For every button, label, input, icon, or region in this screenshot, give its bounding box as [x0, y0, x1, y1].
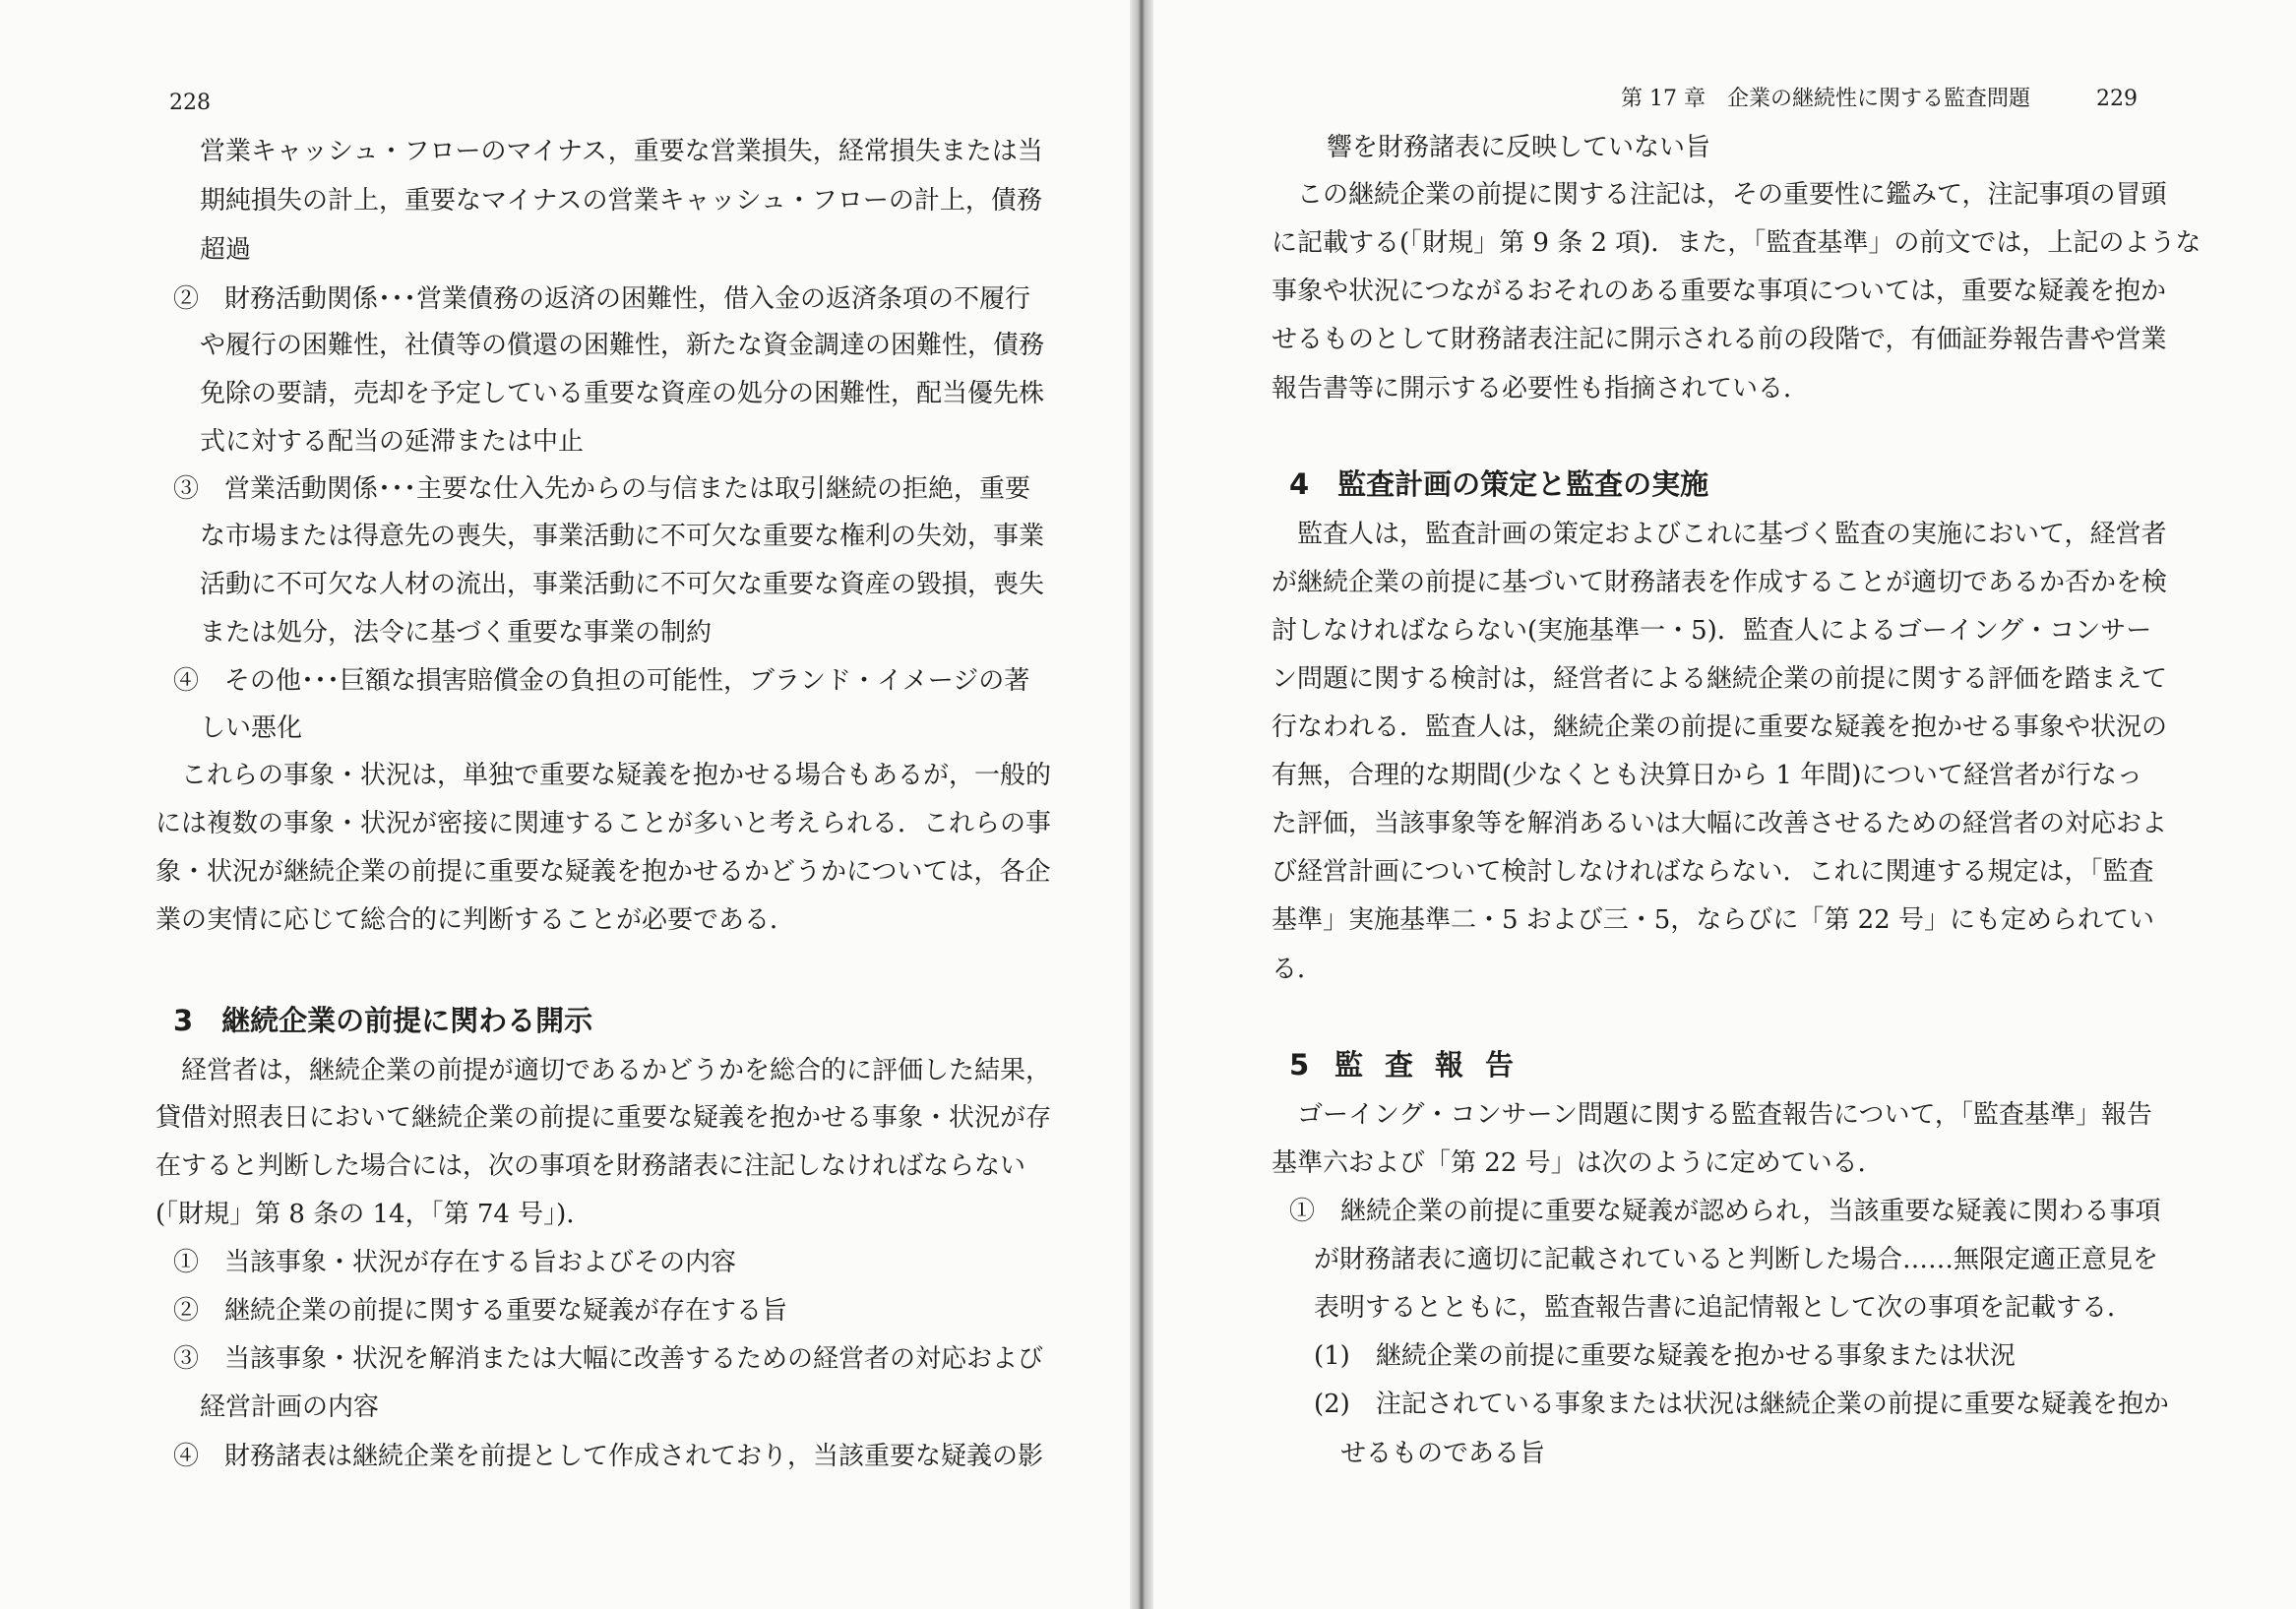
paragraph-line: ン問題に関する検討は，経営者による継続企業の前提に関する評価を踏まえて — [1272, 664, 2168, 694]
paragraph-line: 事象や状況につながるおそれのある重要な事項については，重要な疑義を抱か — [1272, 277, 2166, 306]
body-line: 響を財務諸表に反映していない旨 — [1327, 133, 1711, 162]
paragraph-line: 基準六および「第 22 号」は次のように定めている． — [1272, 1148, 1884, 1178]
section-heading: 3 継続企業の前提に関わる開示 — [173, 1004, 593, 1037]
paragraph-line: 経営者は，継続企業の前提が適切であるかどうかを総合的に評価した結果， — [181, 1056, 1052, 1085]
paragraph-line: これらの事象・状況は，単独で重要な疑義を抱かせる場合もあるが，一般的 — [181, 761, 1052, 790]
paragraph-line: る． — [1272, 955, 1324, 984]
paragraph-line: せるものとして財務諸表注記に開示される前の段階で，有価証券報告書や営業 — [1272, 325, 2167, 354]
paragraph-line: この継続企業の前提に関する注記は，その重要性に鑑みて，注記事項の冒頭 — [1297, 180, 2167, 210]
list-item: ③ 営業活動関係･･･主要な仕入先からの与信または取引継続の拒絶，重要 — [173, 474, 1031, 504]
list-item: ② 財務活動関係･･･営業債務の返済の困難性，借入金の返済条項の不履行 — [173, 284, 1031, 314]
sub-list-item: (2) 注記されている事象または状況は継続企業の前提に重要な疑義を抱か — [1314, 1390, 2169, 1419]
body-line: 免除の要請，売却を予定している重要な資産の処分の困難性，配当優先株 — [200, 379, 1045, 408]
paragraph-line: 象・状況が継続企業の前提に重要な疑義を抱かせるかどうかについては，各企 — [155, 857, 1051, 887]
paragraph-line: び経営計画について検討しなければならない．これに関連する規定は，「監査 — [1272, 857, 2154, 887]
body-line: 超過 — [200, 235, 252, 265]
paragraph-line: ゴーイング・コンサーン問題に関する監査報告について，「監査基準」報告 — [1297, 1100, 2152, 1130]
body-line: 経営計画の内容 — [200, 1392, 380, 1422]
paragraph-line: に記載する(「財規」第 9 条 2 項)．また，「監査基準」の前文では，上記のような — [1272, 228, 2202, 258]
paragraph-line: 監査人は，監査計画の策定およびこれに基づく監査の実施において，経営者 — [1297, 520, 2167, 549]
paragraph-line: 貸借対照表日において継続企業の前提に重要な疑義を抱かせる事象・状況が存 — [155, 1103, 1052, 1133]
paragraph-line: (「財規」第 8 条の 14，「第 74 号」)． — [155, 1200, 592, 1229]
section-number: 5 — [1289, 1048, 1310, 1082]
section-heading: 監査報告 — [1334, 1048, 1536, 1082]
paragraph-line: た評価，当該事象等を解消あるいは大幅に改善させるための経営者の対応およ — [1272, 809, 2168, 838]
body-line: せるものである旨 — [1340, 1439, 1546, 1468]
paragraph-line: 基準」実施基準二・5 および三・5，ならびに「第 22 号」にも定められてい — [1272, 905, 2154, 935]
body-line: しい悪化 — [200, 713, 303, 743]
running-head: 第 17 章 企業の継続性に関する監査問題 — [1621, 87, 2030, 111]
page-number: 229 — [2096, 87, 2138, 111]
list-item: ④ その他･･･巨額な損害賠償金の負担の可能性，ブランド・イメージの著 — [173, 666, 1030, 696]
paragraph-line: が継続企業の前提に基づいて財務諸表を作成することが適切であるか否かを検 — [1272, 568, 2168, 597]
body-line: または処分，法令に基づく重要な事業の制約 — [200, 618, 713, 648]
paragraph-line: には複数の事象・状況が密接に関連することが多いと考えられる．これらの事 — [155, 809, 1052, 838]
paragraph-line: 討しなければならない(実施基準一・5)．監査人によるゴーイング・コンサー — [1272, 616, 2152, 646]
sub-list-item: (1) 継続企業の前提に重要な疑義を抱かせる事象または状況 — [1314, 1341, 2016, 1371]
body-line: や履行の困難性，社債等の償還の困難性，新たな資金調達の困難性，債務 — [200, 331, 1045, 360]
body-line: 営業キャッシュ・フローのマイナス，重要な営業損失，経常損失または当 — [200, 137, 1043, 166]
page-number: 228 — [169, 91, 211, 115]
paragraph-line: 報告書等に開示する必要性も指摘されている． — [1272, 374, 1810, 403]
list-item: ① 当該事象・状況が存在する旨およびその内容 — [173, 1248, 737, 1277]
body-line: 表明するとともに，監査報告書に追記情報として次の事項を記載する． — [1314, 1293, 2134, 1323]
body-line: が財務諸表に適切に記載されていると判断した場合……無限定適正意見を — [1314, 1245, 2159, 1274]
book-gutter — [1130, 0, 1153, 1609]
right-page — [1153, 0, 2296, 1609]
body-line: な市場または得意先の喪失，事業活動に不可欠な重要な権利の失効，事業 — [200, 522, 1045, 551]
left-page — [0, 0, 1130, 1609]
list-item: ④ 財務諸表は継続企業を前提として作成されており，当該重要な疑義の影 — [173, 1442, 1044, 1471]
body-line: 期純損失の計上，重要なマイナスの営業キャッシュ・フローの計上，債務 — [200, 186, 1042, 216]
paragraph-line: 有無，合理的な期間(少なくとも決算日から 1 年間)について経営者が行なっ — [1272, 761, 2142, 790]
body-line: 式に対する配当の延滞または中止 — [200, 427, 585, 457]
section-heading: 4 監査計画の策定と監査の実施 — [1289, 467, 1709, 501]
paragraph-line: 在すると判断した場合には，次の事項を財務諸表に注記しなければならない — [155, 1151, 1026, 1181]
body-line: 活動に不可欠な人材の流出，事業活動に不可欠な重要な資産の毀損，喪失 — [200, 570, 1045, 599]
list-item: ② 継続企業の前提に関する重要な疑義が存在する旨 — [173, 1296, 788, 1326]
list-item: ③ 当該事象・状況を解消または大幅に改善するための経営者の対応および — [173, 1344, 1044, 1374]
paragraph-line: 業の実情に応じて総合的に判断することが必要である． — [155, 905, 796, 935]
paragraph-line: 行なわれる．監査人は，継続企業の前提に重要な疑義を抱かせる事象や状況の — [1272, 712, 2168, 742]
list-item: ① 継続企業の前提に重要な疑義が認められ，当該重要な疑義に関わる事項 — [1289, 1197, 2161, 1226]
